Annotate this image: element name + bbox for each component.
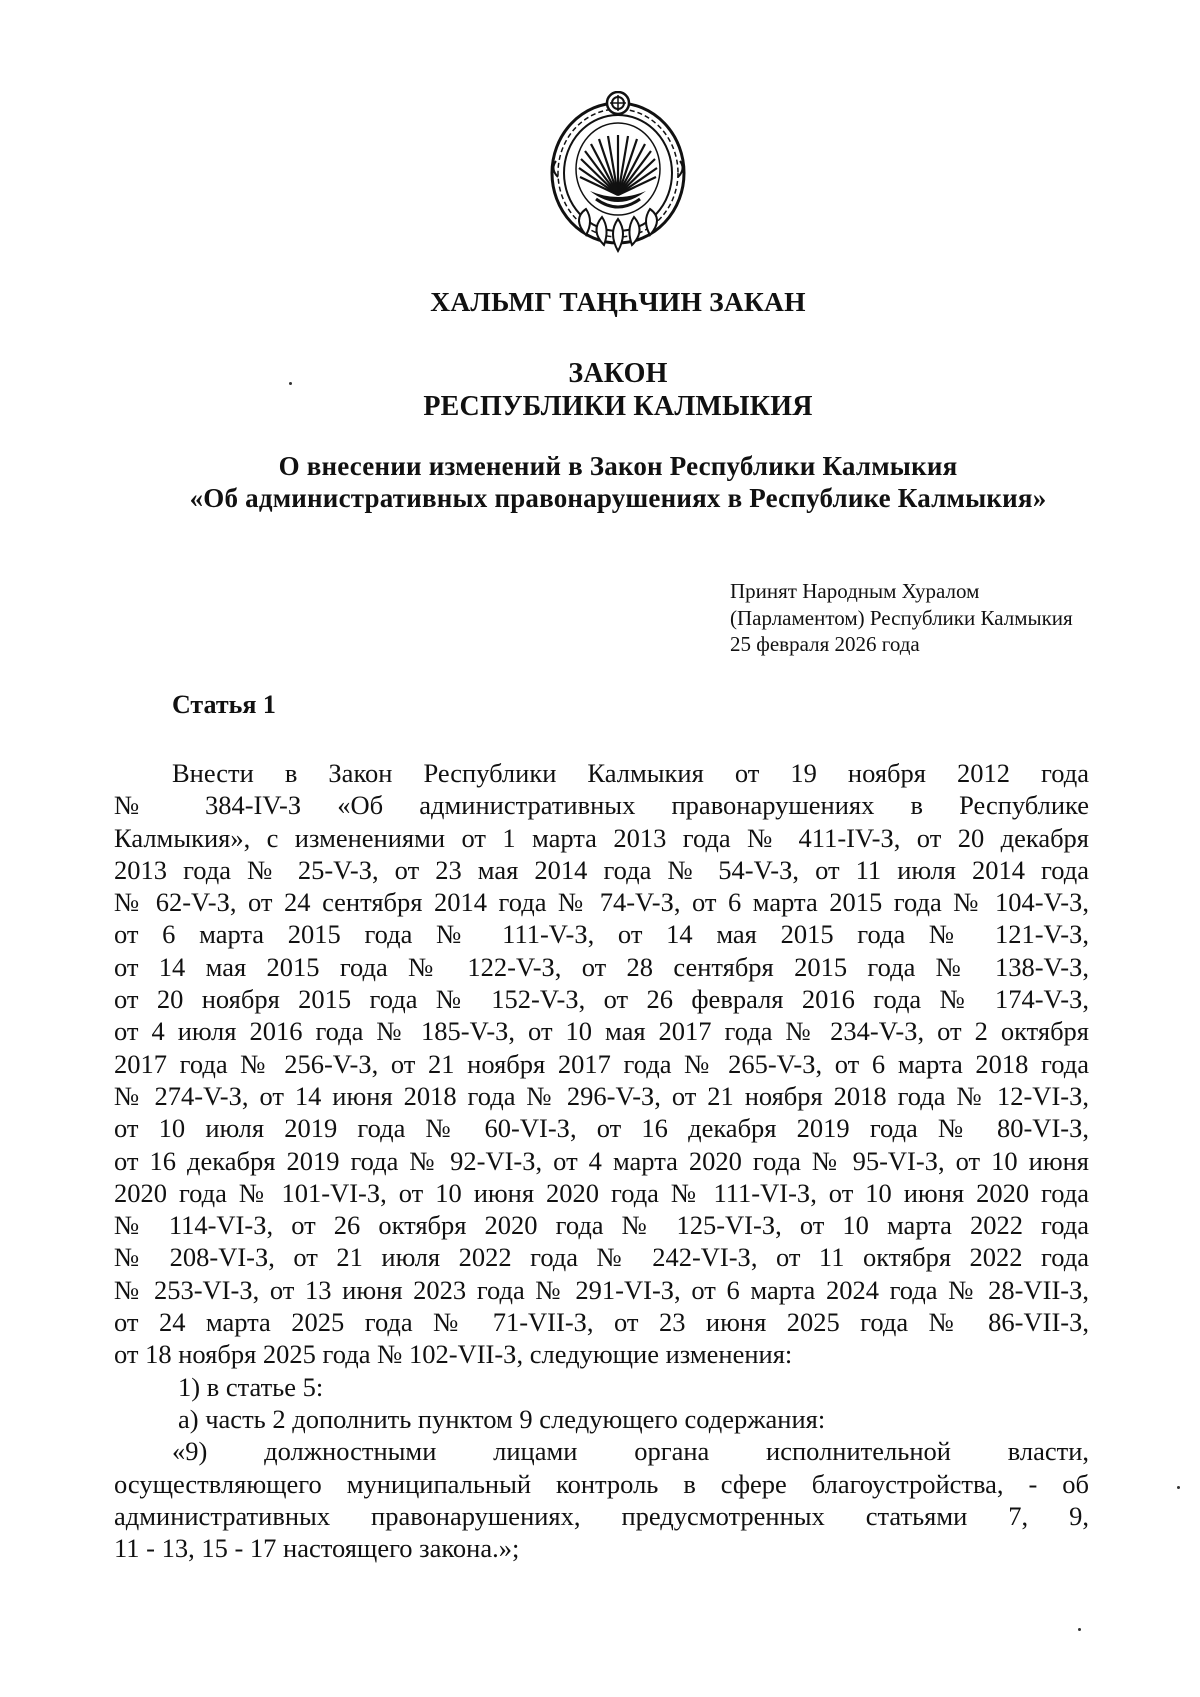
scan-speck [1177,1486,1180,1489]
body-line: № 274-V-З, от 14 июня 2018 года № 296-V-З, от 21 ноября 2018 года № 12-VI-З, [114,1080,1089,1111]
body-line: Внести в Закон Республики Калмыкия от 19 ноября 2012 года [172,758,1089,788]
body-line: от 10 июля 2019 года № 60-VI-З, от 16 декабря 2019 года № 80-VI-З, [114,1113,1089,1144]
body-line: 2017 года № 256-V-З, от 21 ноября 2017 года № 265-V-З, от 6 марта 2018 года [114,1048,1089,1079]
article-body [114,757,1089,1564]
body-line: от 24 марта 2025 года № 71-VII-З, от 23 июня 2025 года № 86-VII-З, [114,1307,1089,1338]
body-line: № 253-VI-З, от 13 июня 2023 года № 291-VI-З, от 6 марта 2024 года № 28-VII-З, [114,1274,1089,1305]
body-line: от 6 марта 2015 года № 111-V-З, от 14 мая 2015 года № 121-V-З, [114,919,1089,950]
body-line: 11 - 13, 15 - 17 настоящего закона.»; [114,1533,520,1564]
adoption-date: 25 февраля 2026 года [730,632,920,656]
law-heading: ЗАКОН [568,358,668,389]
body-line: № 114-VI-З, от 26 октября 2020 года № 125-VI-З, от 10 марта 2022 года [114,1210,1089,1241]
adoption-line: Принят Народным Хуралом [730,579,980,603]
body-line: 1) в статье 5: [178,1371,324,1402]
body-line: № 384-IV-З «Об административных правонарушениях в Республике [114,790,1089,821]
adoption-line: (Парламентом) Республики Калмыкия [730,605,1073,630]
body-line: «9) должностными лицами органа исполнительной власти, [172,1436,1089,1467]
kalmyk-title: ХАЛЬМГ ТАҢҺЧИН ЗАКАН [430,286,806,317]
body-line: от 20 ноября 2015 года № 152-V-З, от 26 февраля 2016 года № 174-V-З, [114,984,1089,1015]
body-line: от 14 мая 2015 года № 122-V-З, от 28 сентября 2015 года № 138-V-З, [114,951,1089,982]
body-line: от 4 июля 2016 года № 185-V-З, от 10 мая 2017 года № 234-V-З, от 2 октября [114,1016,1089,1047]
body-line: Калмыкия», с изменениями от 1 марта 2013 года № 411-IV-З, от 20 декабря [114,822,1089,853]
body-line: № 62-V-З, от 24 сентября 2014 года № 74-V-З, от 6 марта 2015 года № 104-V-З, [114,887,1089,918]
adoption-note [730,578,1130,658]
republic-heading: РЕСПУБЛИКИ КАЛМЫКИЯ [423,391,813,422]
article-title: Статья 1 [172,690,276,719]
emblem-icon [546,91,690,256]
subject-line-1: О внесении изменений в Закон Республики Калмыкия [278,451,958,481]
body-line: от 16 декабря 2019 года № 92-VI-З, от 4 марта 2020 года № 95-VI-З, от 10 июня [114,1145,1089,1176]
subject-line-2: «Об административных правонарушениях в Республике Калмыкия» [189,483,1047,513]
body-line: от 18 ноября 2025 года № 102-VII-З, следующие изменения: [114,1339,793,1370]
body-line: осуществляющего муниципальный контроль в сфере благоустройства, - об [114,1468,1089,1499]
body-line: № 208-VI-З, от 21 июля 2022 года № 242-VI-З, от 11 октября 2022 года [114,1242,1089,1273]
body-line: административных правонарушениях, предусмотренных статьями 7, 9, [114,1500,1089,1531]
body-line: а) часть 2 дополнить пунктом 9 следующего содержания: [178,1403,826,1434]
body-line: 2013 года № 25-V-З, от 23 мая 2014 года № 54-V-З, от 11 июля 2014 года [114,854,1089,885]
scan-speck [289,382,292,385]
scan-speck [1078,1628,1081,1631]
body-line: 2020 года № 101-VI-З, от 10 июня 2020 года № 111-VI-З, от 10 июня 2020 года [114,1177,1089,1208]
